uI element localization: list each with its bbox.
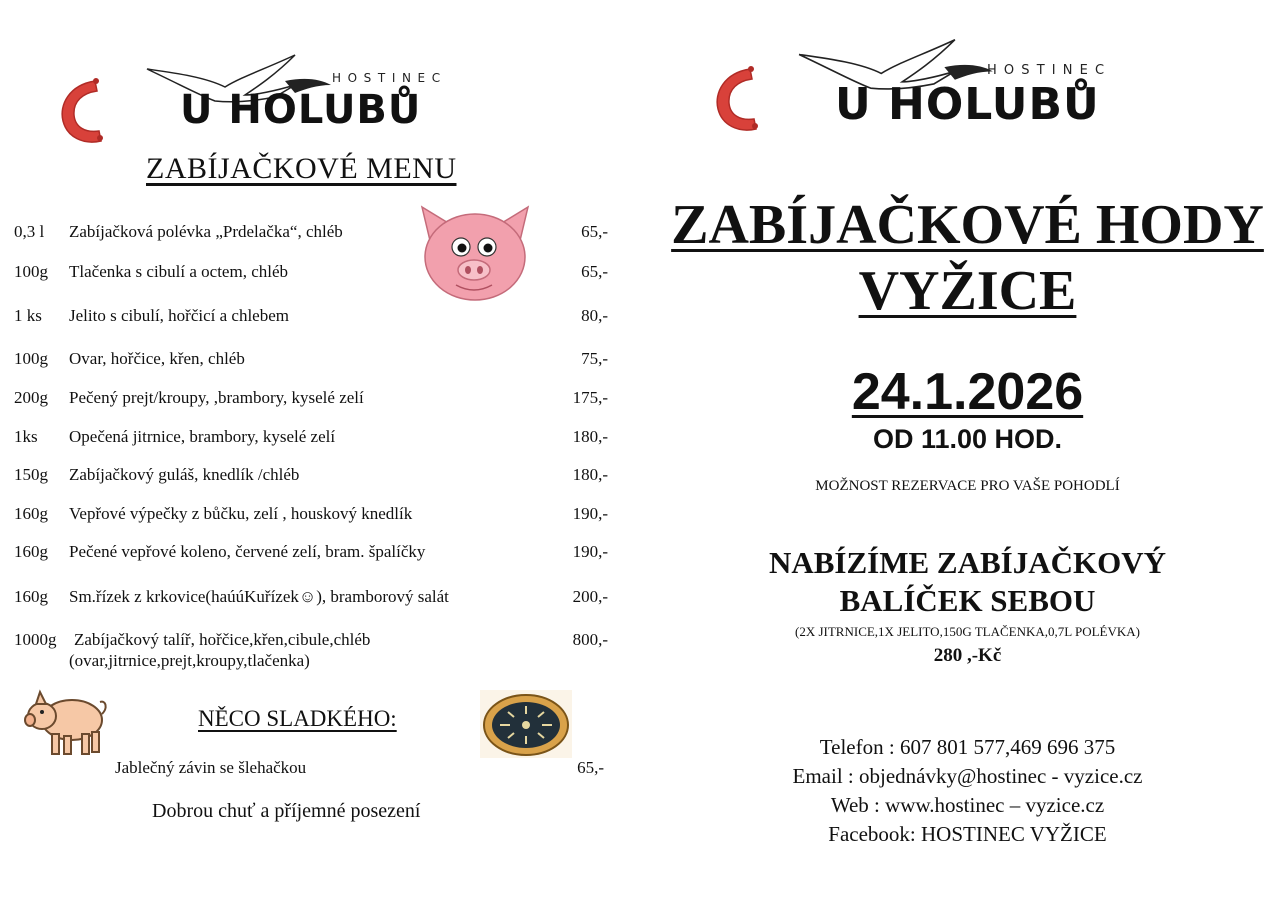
item-qty: 1000g — [14, 630, 57, 649]
item-qty: 200g — [14, 388, 48, 407]
item-price: 800,- — [572, 630, 608, 649]
date-wrap — [655, 362, 1280, 422]
contact-phone: Telefon : 607 801 577,469 696 375 — [819, 735, 1116, 759]
item-price: 190,- — [572, 504, 608, 523]
item-subtext: (ovar,jitrnice,prejt,kroupy,tlačenka) — [69, 651, 310, 670]
item-price: 175,- — [572, 388, 608, 407]
item-qty: 1 ks — [14, 306, 42, 325]
hostinec-label: HOSTINEC — [332, 71, 447, 85]
headline-1: ZABÍJAČKOVÉ HODY — [671, 194, 1264, 256]
item-qty: 160g — [14, 587, 48, 606]
contact-web: Web : www.hostinec – vyzice.cz — [830, 793, 1105, 817]
item-qty: 150g — [14, 465, 48, 484]
event-time: OD 11.00 HOD. — [872, 424, 1063, 454]
item-name: Jelito s cibulí, hořčicí a chlebem — [69, 306, 289, 325]
sausage-icon — [710, 59, 770, 139]
brand-name: U HOLUBŮ — [180, 87, 422, 133]
logo-left — [50, 45, 570, 150]
item-price: 65,- — [581, 262, 608, 281]
sweet-section-title: NĚCO SLADKÉHO: — [198, 706, 397, 731]
item-name: Opečená jitrnice, brambory, kyselé zelí — [69, 427, 336, 446]
item-name: Zabíjačková polévka „Prdelačka“, chléb — [69, 222, 343, 241]
event-date: 24.1.2026 — [851, 363, 1084, 421]
pig-icon — [22, 686, 108, 758]
package-contents: (2X JITRNICE,1X JELITO,150G TLAČENKA,0,7L POLÉVKA) — [795, 624, 1140, 639]
apple-pie-icon — [480, 690, 572, 758]
reservation-note: MOŽNOST REZERVACE PRO VAŠE POHODLÍ — [815, 478, 1120, 494]
pig-face-icon — [408, 203, 542, 303]
item-name: Jablečný závin se šlehačkou — [115, 758, 307, 777]
item-qty: 100g — [14, 262, 48, 281]
contact-email: Email : objednávky@hostinec - vyzice.cz — [792, 764, 1143, 788]
item-name: Vepřové výpečky z bůčku, zelí , houskový knedlík — [69, 504, 413, 523]
item-name: Ovar, hořčice, křen, chléb — [69, 349, 245, 368]
item-price: 190,- — [572, 542, 608, 561]
headline-2: VYŽICE — [858, 260, 1077, 322]
item-qty: 160g — [14, 542, 48, 561]
contact-facebook: Facebook: HOSTINEC VYŽICE — [828, 822, 1107, 846]
item-price: 75,- — [581, 349, 608, 368]
item-name: Zabíjačkový talíř, hořčice,křen,cibule,chléb — [74, 630, 371, 649]
item-name: Tlačenka s cibulí a octem, chléb — [69, 262, 289, 281]
sweet-item — [115, 758, 610, 778]
menu-title: ZABÍJAČKOVÉ MENU — [146, 152, 457, 185]
item-name: Pečené vepřové koleno, červené zelí, bram. špalíčky — [69, 542, 426, 561]
item-qty: 1ks — [14, 427, 38, 446]
item-name: Zabíjačkový guláš, knedlík /chléb — [69, 465, 300, 484]
logo-right — [705, 33, 1225, 143]
hostinec-label: HOSTINEC — [987, 63, 1112, 78]
item-qty: 0,3 l — [14, 222, 45, 241]
item-qty: 160g — [14, 504, 48, 523]
headline-2-wrap — [655, 258, 1280, 324]
offer-line-1: NABÍZÍME ZABÍJAČKOVÝ — [768, 545, 1167, 580]
item-name: Pečený prejt/kroupy, ,brambory, kyselé zelí — [69, 388, 364, 407]
offer-line-2: BALÍČEK SEBOU — [839, 583, 1096, 618]
farewell-text: Dobrou chuť a příjemné posezení — [152, 800, 421, 822]
item-qty: 100g — [14, 349, 48, 368]
item-price: 180,- — [572, 427, 608, 446]
sausage-icon — [55, 75, 115, 147]
item-price: 65,- — [577, 758, 604, 777]
item-price: 200,- — [572, 587, 608, 606]
item-price: 80,- — [581, 306, 608, 325]
brand-name: U HOLUBŮ — [835, 79, 1100, 130]
item-price: 180,- — [572, 465, 608, 484]
package-price: 280 ,-Kč — [933, 645, 1002, 666]
item-name: Sm.řízek z krkovice(haúúKuřízek☺), bramborový salát — [69, 587, 449, 606]
item-price: 65,- — [581, 222, 608, 241]
